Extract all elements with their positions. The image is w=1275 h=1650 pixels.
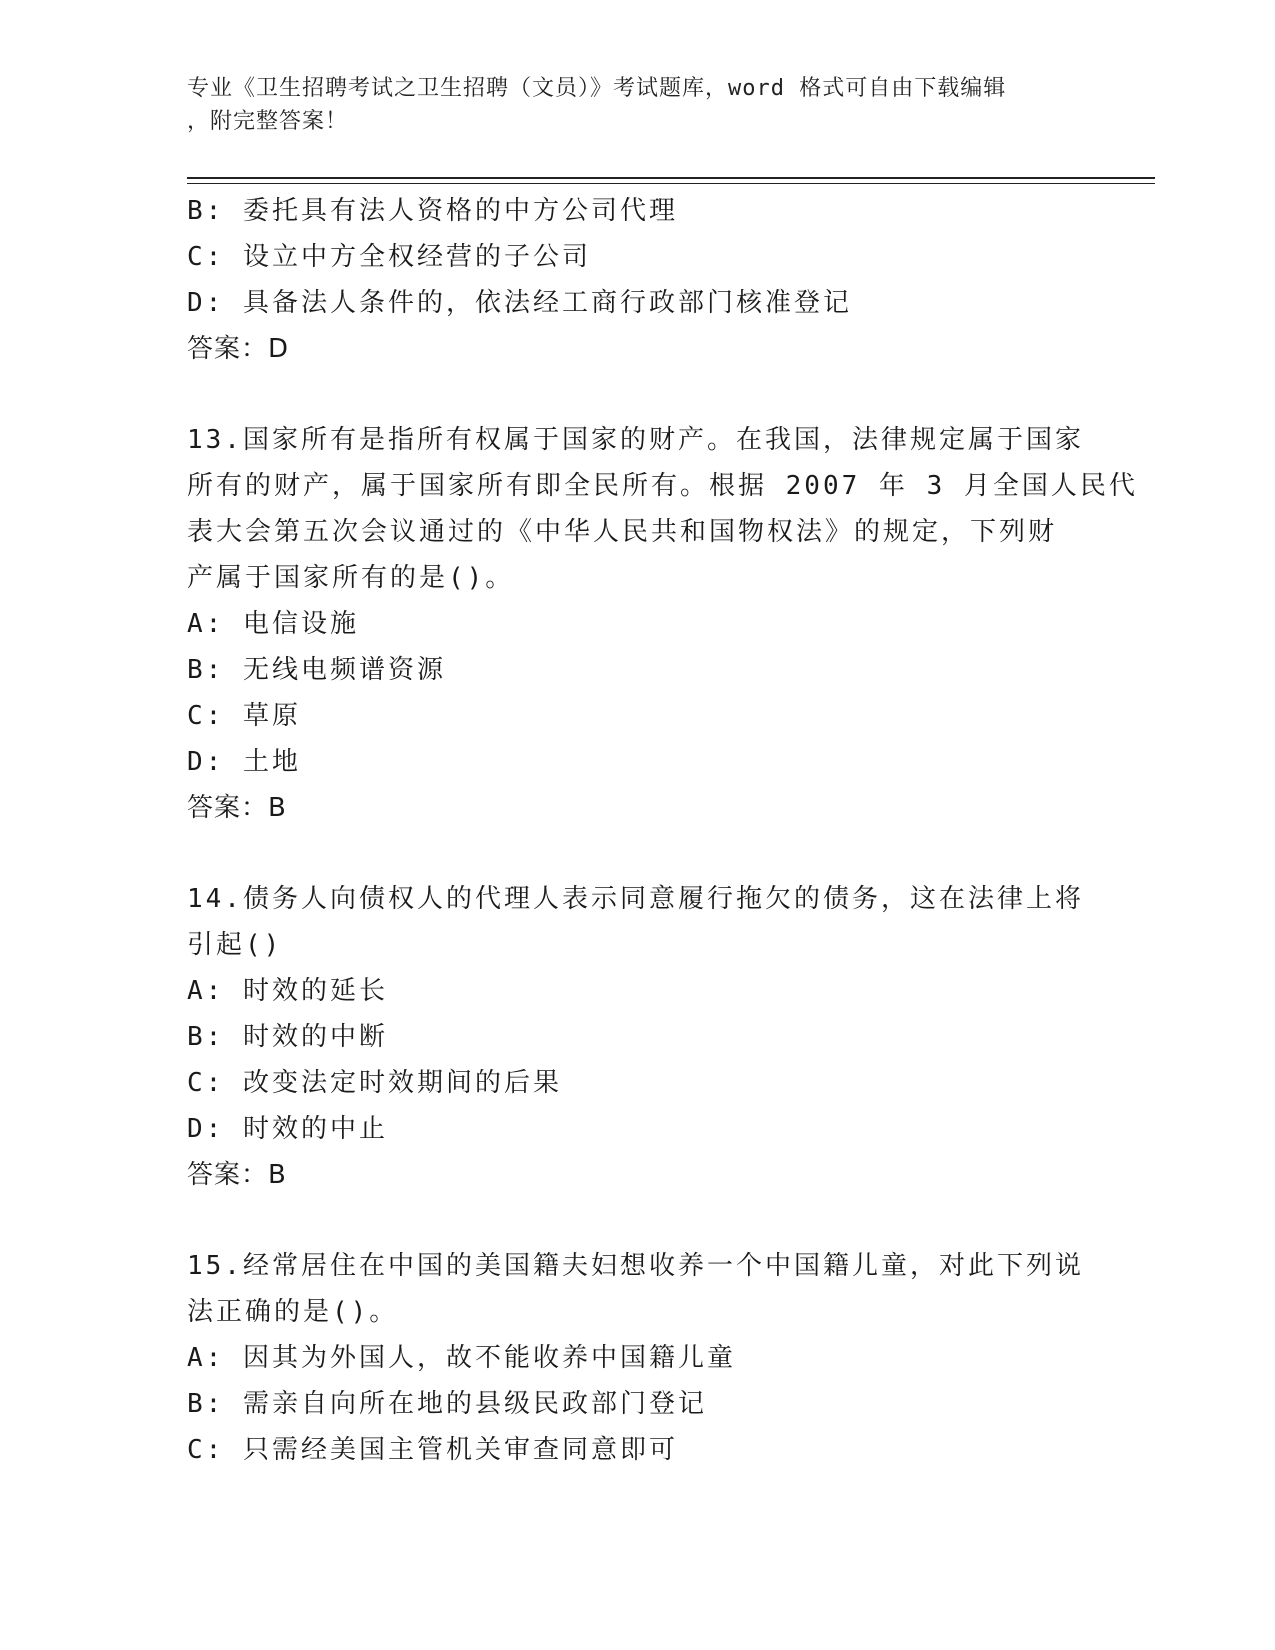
question-15 — [187, 1243, 1087, 1473]
document-header — [187, 72, 1067, 138]
option-a: A: 电信设施 — [187, 609, 359, 639]
answer-line: 答案：B — [187, 1160, 287, 1190]
question-stem-line: 表大会第五次会议通过的《中华人民共和国物权法》的规定，下列财 — [187, 517, 1058, 547]
option-a: A: 因其为外国人，故不能收养中国籍儿童 — [187, 1343, 736, 1373]
option-d: D: 时效的中止 — [187, 1114, 388, 1144]
option-b: B: 需亲自向所在地的县级民政部门登记 — [187, 1389, 707, 1419]
option-b: B: 时效的中断 — [187, 1022, 388, 1052]
answer-line: 答案：B — [187, 793, 287, 823]
question-13 — [187, 417, 1138, 831]
option-d: D: 土地 — [187, 747, 301, 777]
option-c: C: 只需经美国主管机关审查同意即可 — [187, 1435, 678, 1465]
option-b: B: 委托具有法人资格的中方公司代理 — [187, 196, 678, 226]
header-rule-thick — [187, 177, 1155, 179]
question-stem-line: 法正确的是()。 — [187, 1297, 399, 1327]
header-line-1: 专业《卫生招聘考试之卫生招聘（文员）》考试题库，word 格式可自由下载编辑 — [187, 76, 1007, 101]
question-stem-line: 15.经常居住在中国的美国籍夫妇想收养一个中国籍儿童，对此下列说 — [187, 1251, 1084, 1281]
answer-line: 答案：D — [187, 334, 290, 364]
spacer — [187, 831, 1087, 876]
spacer — [187, 1198, 1087, 1243]
question-stem-line: 引起() — [187, 930, 283, 960]
option-d: D: 具备法人条件的，依法经工商行政部门核准登记 — [187, 288, 852, 318]
question-14 — [187, 876, 1087, 1198]
document-body — [187, 188, 1138, 1473]
question-stem-line: 14.债务人向债权人的代理人表示同意履行拖欠的债务，这在法律上将 — [187, 884, 1084, 914]
option-c: C: 设立中方全权经营的子公司 — [187, 242, 591, 272]
question-stem-line: 所有的财产，属于国家所有即全民所有。根据 2007 年 3 月全国人民代 — [187, 471, 1138, 501]
option-c: C: 草原 — [187, 701, 301, 731]
option-c: C: 改变法定时效期间的后果 — [187, 1068, 562, 1098]
option-b: B: 无线电频谱资源 — [187, 655, 446, 685]
question-stem-line: 产属于国家所有的是()。 — [187, 563, 515, 593]
question-stem-line: 13.国家所有是指所有权属于国家的财产。在我国，法律规定属于国家 — [187, 425, 1084, 455]
header-line-2: ，附完整答案！ — [187, 109, 349, 134]
header-rule-thin — [187, 183, 1155, 184]
question-12-continued — [187, 188, 1087, 372]
spacer — [187, 372, 1087, 417]
option-a: A: 时效的延长 — [187, 976, 388, 1006]
